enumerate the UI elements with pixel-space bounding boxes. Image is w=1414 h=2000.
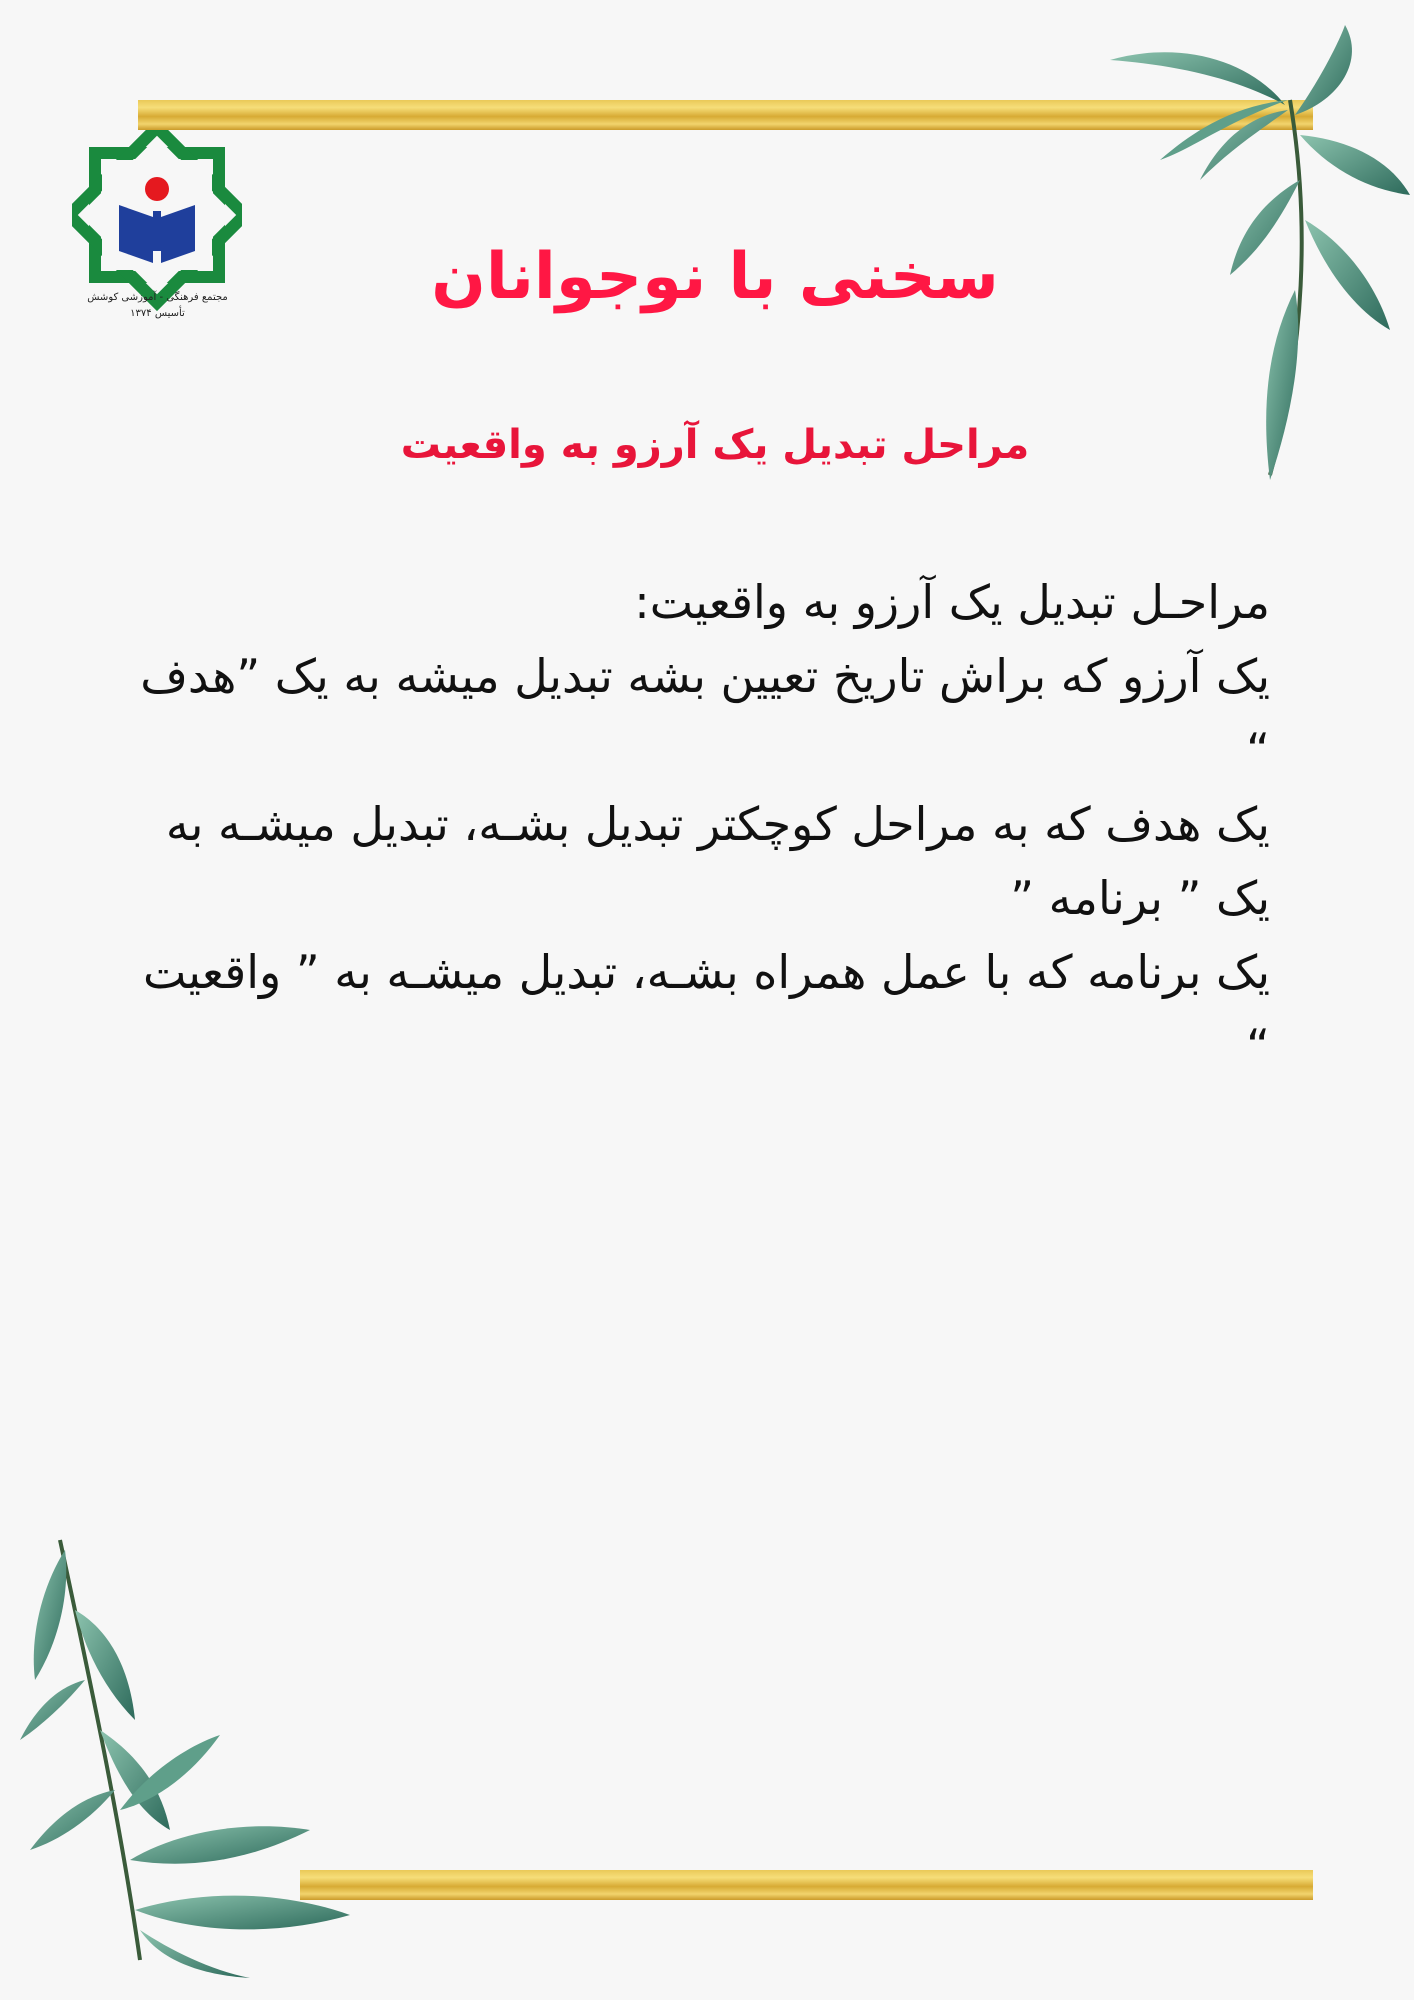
logo-caption [60,290,255,322]
logo-caption-founded: تأسیس ۱۳۷۴ [130,308,185,319]
page-subtitle: مراحل تبدیل یک آرزو به واقعیت [400,422,1030,468]
page-title: سخنی با نوجوانان [431,240,999,314]
logo-caption-name: مجتمع فرهنگی - آموزشی کوشش [87,292,228,303]
body-line: یک برنامه که با عمل همراه بشـه، تبدیل میشـه به ” واقعیت “ [143,945,1270,1073]
leaf-decoration-top-right-icon [1090,20,1414,480]
leaf-decoration-bottom-left-icon [20,1530,450,1980]
gold-border-bottom [300,1870,1313,1900]
body-heading: مراحـل تبدیل یک آرزو به واقعیت: [634,575,1270,629]
body-line: یک آرزو که براش تاریخ تعیین بشه تبدیل میشه به یک ”هدف “ [140,649,1270,777]
body-line: یک هدف که به مراحل کوچکتر تبدیل بشـه، تبدیل میشـه به یک ” برنامه ” [165,797,1270,925]
body-text [120,565,1270,1083]
